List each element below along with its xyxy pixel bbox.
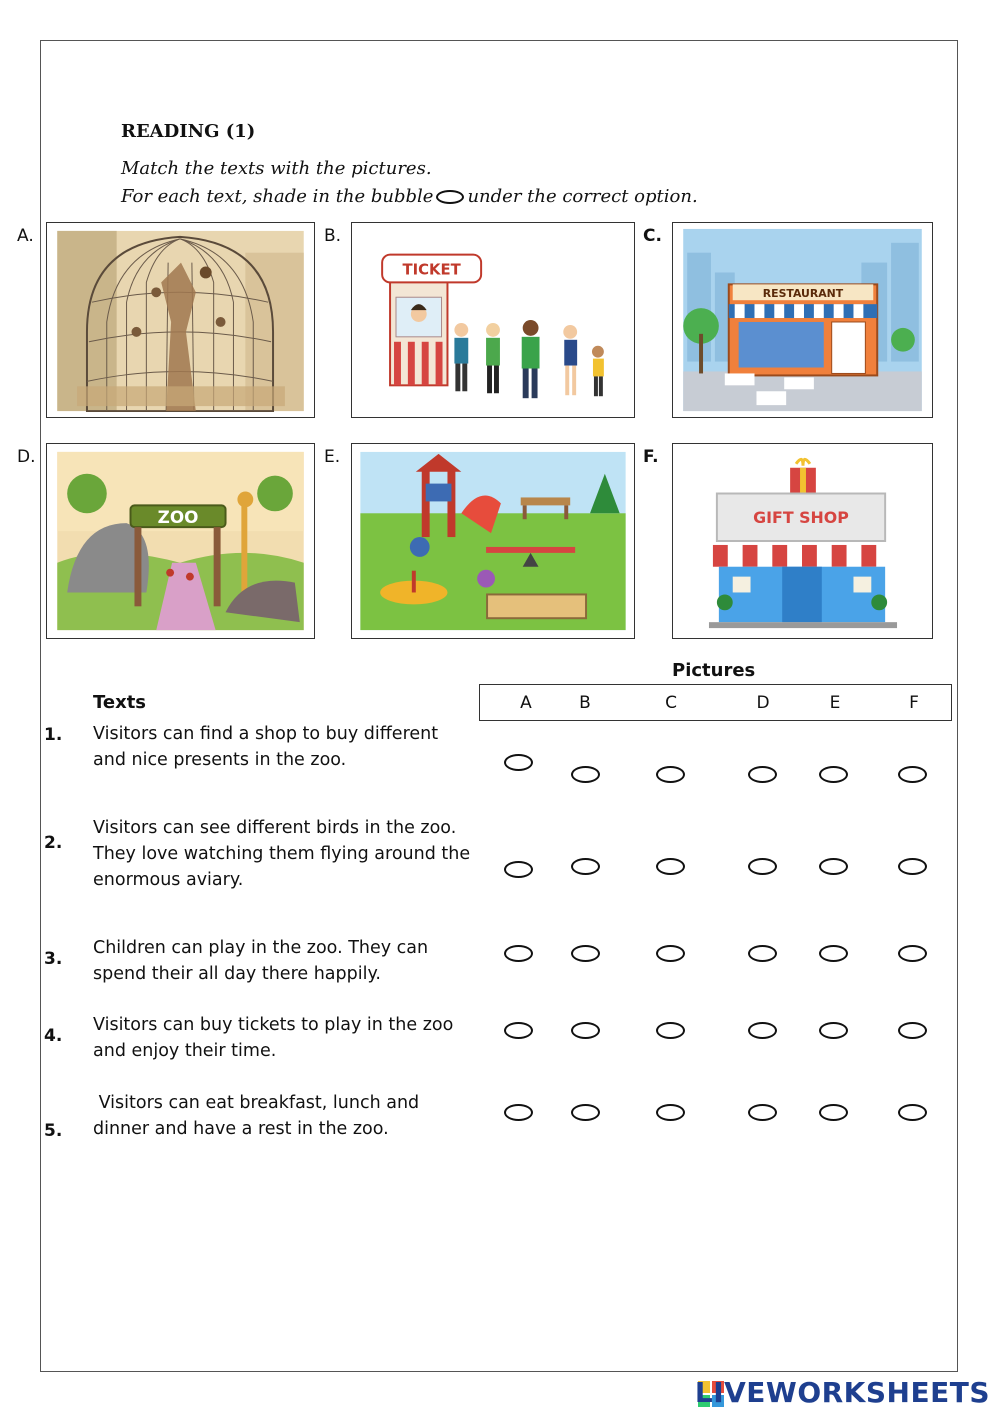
- question-4-number: 4.: [44, 1026, 63, 1046]
- q1-bubble-a[interactable]: [504, 754, 533, 771]
- question-1-number: 1.: [44, 725, 63, 745]
- picture-e-playground: [351, 443, 635, 639]
- instruction-line-1: Match the texts with the pictures.: [121, 158, 432, 179]
- question-5-number: 5.: [44, 1121, 63, 1141]
- q3-bubble-b[interactable]: [571, 945, 600, 962]
- q4-bubble-c[interactable]: [656, 1022, 685, 1039]
- zoo-sign-text: ZOO: [157, 507, 199, 528]
- q4-bubble-e[interactable]: [819, 1022, 848, 1039]
- picture-f-gift-shop: [672, 443, 933, 639]
- restaurant-sign-text: RESTAURANT: [762, 287, 844, 301]
- q2-bubble-f[interactable]: [898, 858, 927, 875]
- q2-bubble-b[interactable]: [571, 858, 600, 875]
- q5-bubble-c[interactable]: [656, 1104, 685, 1121]
- q5-bubble-e[interactable]: [819, 1104, 848, 1121]
- option-header-a: A: [520, 693, 532, 713]
- q5-bubble-a[interactable]: [504, 1104, 533, 1121]
- q4-bubble-d[interactable]: [748, 1022, 777, 1039]
- q2-bubble-d[interactable]: [748, 858, 777, 875]
- option-header-b: B: [579, 693, 591, 713]
- bubble-example-icon: [436, 190, 464, 204]
- ticket-sign-text: TICKET: [402, 261, 461, 279]
- q2-bubble-a[interactable]: [504, 861, 533, 878]
- aviary-illustration: [47, 223, 314, 417]
- gift-shop-sign-text: GIFT SHOP: [753, 508, 849, 528]
- q1-bubble-e[interactable]: [819, 766, 848, 783]
- q3-bubble-d[interactable]: [748, 945, 777, 962]
- question-5-text: Visitors can eat breakfast, lunch and dinner and have a rest in the zoo.: [93, 1093, 425, 1139]
- zoo-entrance-illustration: [47, 444, 314, 638]
- question-2-text: Visitors can see different birds in the zoo. They love watching them flying around the enormous aviary.: [93, 818, 471, 890]
- question-1-text: Visitors can find a shop to buy different and nice presents in the zoo.: [93, 724, 439, 770]
- options-header-box: [479, 684, 952, 721]
- question-3-number: 3.: [44, 949, 63, 969]
- texts-header: Texts: [93, 692, 147, 713]
- picture-d-zoo: [46, 443, 315, 639]
- option-header-e: E: [829, 693, 841, 713]
- picture-a-aviary: [46, 222, 315, 418]
- restaurant-illustration: [673, 223, 932, 417]
- q5-bubble-f[interactable]: [898, 1104, 927, 1121]
- question-2-number: 2.: [44, 833, 63, 853]
- page-title: READING (1): [121, 121, 256, 142]
- q3-bubble-a[interactable]: [504, 945, 533, 962]
- option-header-c: C: [665, 693, 677, 713]
- picture-label-c: C.: [643, 226, 662, 246]
- picture-b-ticket: [351, 222, 635, 418]
- picture-label-e: E.: [324, 447, 341, 467]
- q1-bubble-d[interactable]: [748, 766, 777, 783]
- ticket-booth-illustration: [352, 223, 634, 417]
- instruction-line-2: [121, 186, 698, 207]
- q5-bubble-d[interactable]: [748, 1104, 777, 1121]
- picture-label-d: D.: [17, 447, 36, 467]
- picture-label-b: B.: [324, 226, 342, 246]
- picture-label-f: F.: [643, 447, 659, 467]
- q1-bubble-c[interactable]: [656, 766, 685, 783]
- instruction-line-2-end: under the correct option.: [467, 186, 698, 207]
- instruction-line-2-start: For each text, shade in the bubble: [121, 186, 434, 207]
- q4-bubble-b[interactable]: [571, 1022, 600, 1039]
- playground-illustration: [352, 444, 634, 638]
- pictures-header: Pictures: [672, 660, 756, 681]
- question-4-text: Visitors can buy tickets to play in the zoo and enjoy their time.: [93, 1015, 454, 1061]
- q3-bubble-f[interactable]: [898, 945, 927, 962]
- gift-shop-illustration: [673, 444, 932, 638]
- q1-bubble-f[interactable]: [898, 766, 927, 783]
- picture-label-a: A.: [17, 226, 34, 246]
- q2-bubble-c[interactable]: [656, 858, 685, 875]
- q2-bubble-e[interactable]: [819, 858, 848, 875]
- q1-bubble-b[interactable]: [571, 766, 600, 783]
- q4-bubble-a[interactable]: [504, 1022, 533, 1039]
- picture-c-restaurant: [672, 222, 933, 418]
- q5-bubble-b[interactable]: [571, 1104, 600, 1121]
- option-header-d: D: [756, 693, 770, 713]
- q4-bubble-f[interactable]: [898, 1022, 927, 1039]
- option-header-f: F: [909, 693, 919, 713]
- q3-bubble-c[interactable]: [656, 945, 685, 962]
- question-3-text: Children can play in the zoo. They can spend their all day there happily.: [93, 938, 429, 984]
- q3-bubble-e[interactable]: [819, 945, 848, 962]
- liveworksheets-brand[interactable]: LIVEWORKSHEETS: [694, 1376, 990, 1409]
